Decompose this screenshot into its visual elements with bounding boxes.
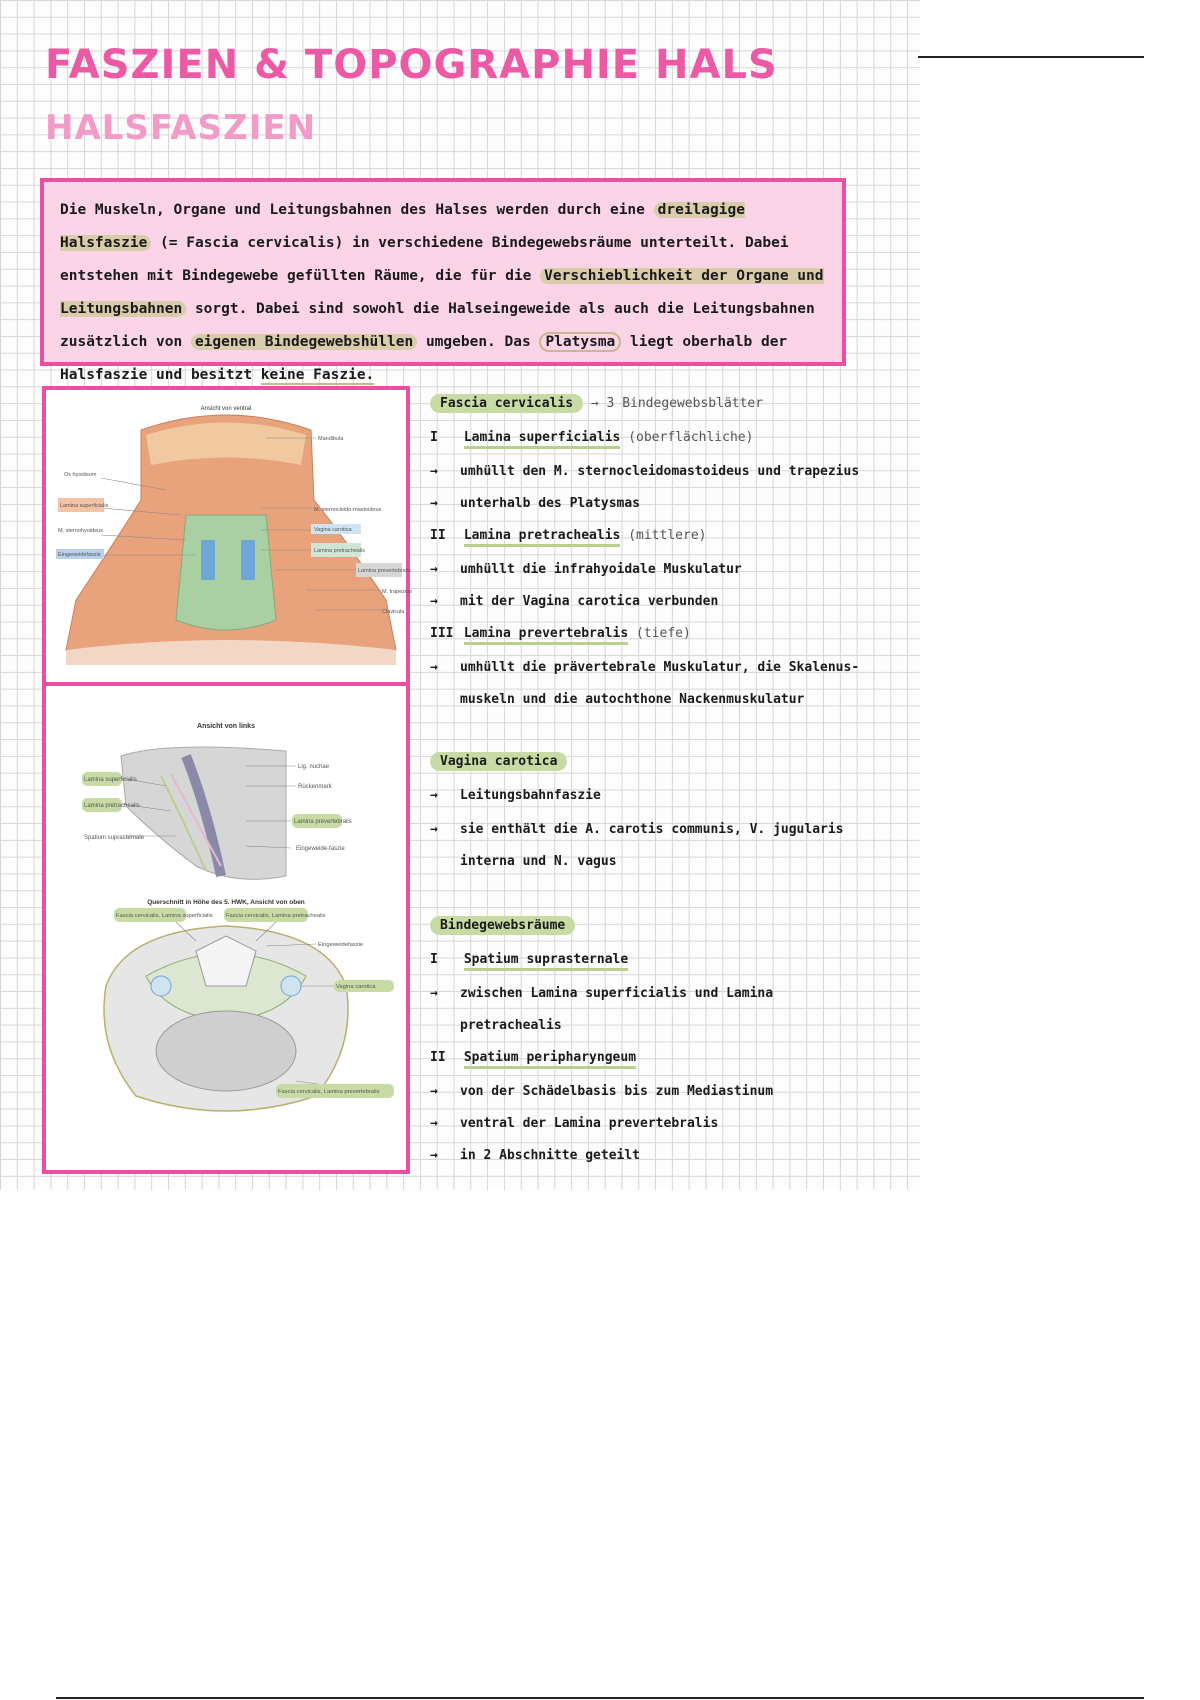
label-spatium: Spatium suprasternale <box>84 835 145 841</box>
bullet-item: → sie enthält die A. carotis communis, V. jugularis <box>430 822 844 837</box>
bottom-rule <box>56 1697 1144 1699</box>
roman-numeral: III <box>430 626 454 641</box>
bullet-item: → mit der Vagina carotica verbunden <box>430 594 719 609</box>
bullet-continuation: pretrachealis <box>460 1018 562 1033</box>
bullet-item: → umhüllt die infrahyoidale Muskulatur <box>430 562 742 577</box>
roman-numeral: II <box>430 528 446 543</box>
label-lamina-superficialis: Lamina superficialis <box>60 503 109 509</box>
label-fc-prevertebralis: Fascia cervicalis, Lamina prevertebralis <box>278 1089 380 1095</box>
subheading: Lamina pretrachealis <box>464 528 621 547</box>
top-right-rule <box>918 56 1144 58</box>
label-eingeweidefaszie: Eingeweide-faszie <box>296 846 345 852</box>
figure-caption: Ansicht von links <box>197 723 255 730</box>
label-rueckenmark: Rückenmark <box>298 784 332 790</box>
lamina-superficialis-title <box>430 430 753 445</box>
intro-circled-term: Platysma <box>539 332 621 352</box>
heading-pill: Fascia cervicalis <box>430 394 583 413</box>
label-eingeweidefaszie: Eingeweidefaszie <box>58 552 101 558</box>
subheading-aside: (oberflächliche) <box>628 430 754 445</box>
label-fc-superficialis: Fascia cervicalis, Lamina superficialis <box>116 913 213 919</box>
intro-box <box>40 178 846 383</box>
roman-numeral: II <box>430 1050 446 1065</box>
roman-numeral: I <box>430 952 438 967</box>
label-lamina-pretrachealis: Lamina pretrachealis <box>314 548 366 554</box>
label-m-sternocleido: M. sternocleido-mastoideus <box>314 507 382 513</box>
spatium-suprasternale-title <box>430 952 628 967</box>
section-subtitle: HALSFASZIEN <box>45 108 317 148</box>
bullet-item: → unterhalb des Platysmas <box>430 496 641 511</box>
subheading-aside: (tiefe) <box>636 626 691 641</box>
label-mandibula: Mandibula <box>318 436 344 442</box>
intro-text: Die Muskeln, Organe und Leitungsbahnen des Halses werden durch eine <box>60 202 645 218</box>
heading-pill: Bindegewebsräume <box>430 916 575 935</box>
label-lamina-prevertebralis: Lamina prevertebralis <box>358 568 411 574</box>
intro-text: (= Fascia cervicalis) in verschiedene Bindegewebsräume unterteilt. Dabei entstehen mit Bindegewebe gefüllten Räume, die für die <box>60 235 789 284</box>
bullet-item: → umhüllt die prävertebrale Muskulatur, die Skalenus- <box>430 660 860 675</box>
figure-neck-lateral-and-cross-section <box>42 686 410 1174</box>
label-m-sternohyoideus: M. sternohyoideus <box>58 528 103 534</box>
subheading: Spatium peripharyngeum <box>464 1050 636 1069</box>
label-vagina-carotica: Vagina carotica <box>314 527 352 533</box>
page-title: FASZIEN & TOPOGRAPHIE HALS <box>45 42 778 88</box>
bullet-continuation: muskeln und die autochthone Nackenmuskulatur <box>460 692 805 707</box>
intro-highlight: dreilagige Halsfaszie <box>60 202 745 251</box>
heading-vagina-carotica <box>430 752 567 771</box>
label-lamina-prevertebralis: Lamina prevertebralis <box>294 819 352 825</box>
figure-caption: Querschnitt in Höhe des 5. HWK, Ansicht von oben <box>147 899 305 906</box>
figure-caption: Ansicht von ventral <box>200 406 252 412</box>
bullet-item: → umhüllt den M. sternocleidomastoideus und trapezius <box>430 464 860 479</box>
subheading-aside: (mittlere) <box>628 528 707 543</box>
bullet-item: → in 2 Abschnitte geteilt <box>430 1148 641 1163</box>
label-m-trapezius: M. trapezius <box>382 589 412 595</box>
roman-numeral: I <box>430 430 438 445</box>
label-lamina-pretrachealis: Lamina pretrachealis <box>84 803 140 809</box>
spatium-peripharyngeum-title <box>430 1050 636 1065</box>
label-os-hyoideum: Os hyoideum <box>64 472 97 478</box>
subheading: Lamina prevertebralis <box>464 626 628 645</box>
intro-highlight: eigenen Bindegewebshüllen <box>191 334 417 350</box>
lamina-pretrachealis-title <box>430 528 706 543</box>
bullet-continuation: interna und N. vagus <box>460 854 617 869</box>
heading-aside: → 3 Bindegewebsblätter <box>590 396 764 411</box>
figure-neck-ventral <box>42 386 410 686</box>
label-lig-nuchae: Lig. nuchae <box>298 764 330 770</box>
intro-underlined: keine Faszie. <box>260 367 375 383</box>
subheading: Lamina superficialis <box>464 430 621 449</box>
label-vagina-carotica-2: Vagina carotica <box>336 984 376 990</box>
heading-pill: Vagina carotica <box>430 752 567 771</box>
label-clavicula: Clavicula <box>382 609 405 615</box>
intro-text: liegt oberhalb der Halsfaszie und besitzt <box>60 334 788 383</box>
label-fc-pretrachealis: Fascia cervicalis, Lamina pretrachealis <box>226 913 326 919</box>
heading-fascia-cervicalis <box>430 394 763 413</box>
intro-text: Das <box>504 334 531 350</box>
neck-lateral-illustration <box>46 686 406 1170</box>
label-lamina-superficialis: Lamina superficialis <box>84 777 137 783</box>
heading-bindegewebsraeume <box>430 916 575 935</box>
intro-text: umgeben. <box>425 334 496 350</box>
bullet-item: → ventral der Lamina prevertebralis <box>430 1116 719 1131</box>
bullet-item: → zwischen Lamina superficialis und Lamina <box>430 986 774 1001</box>
label-eingeweidefaszie-2: Eingeweidefaszie <box>318 942 364 948</box>
lamina-prevertebralis-title <box>430 626 691 641</box>
intro-highlight: Verschieblichkeit der Organe und Leitungsbahnen <box>60 268 824 317</box>
subheading: Spatium suprasternale <box>464 952 628 971</box>
bullet-item: → von der Schädelbasis bis zum Mediastinum <box>430 1084 774 1099</box>
intro-text: sorgt. Dabei sind sowohl die Halseingeweide als auch die Leitungsbahnen zusätzlich von <box>60 301 815 350</box>
neck-ventral-illustration <box>46 390 412 682</box>
bullet-item: → Leitungsbahnfaszie <box>430 788 601 803</box>
